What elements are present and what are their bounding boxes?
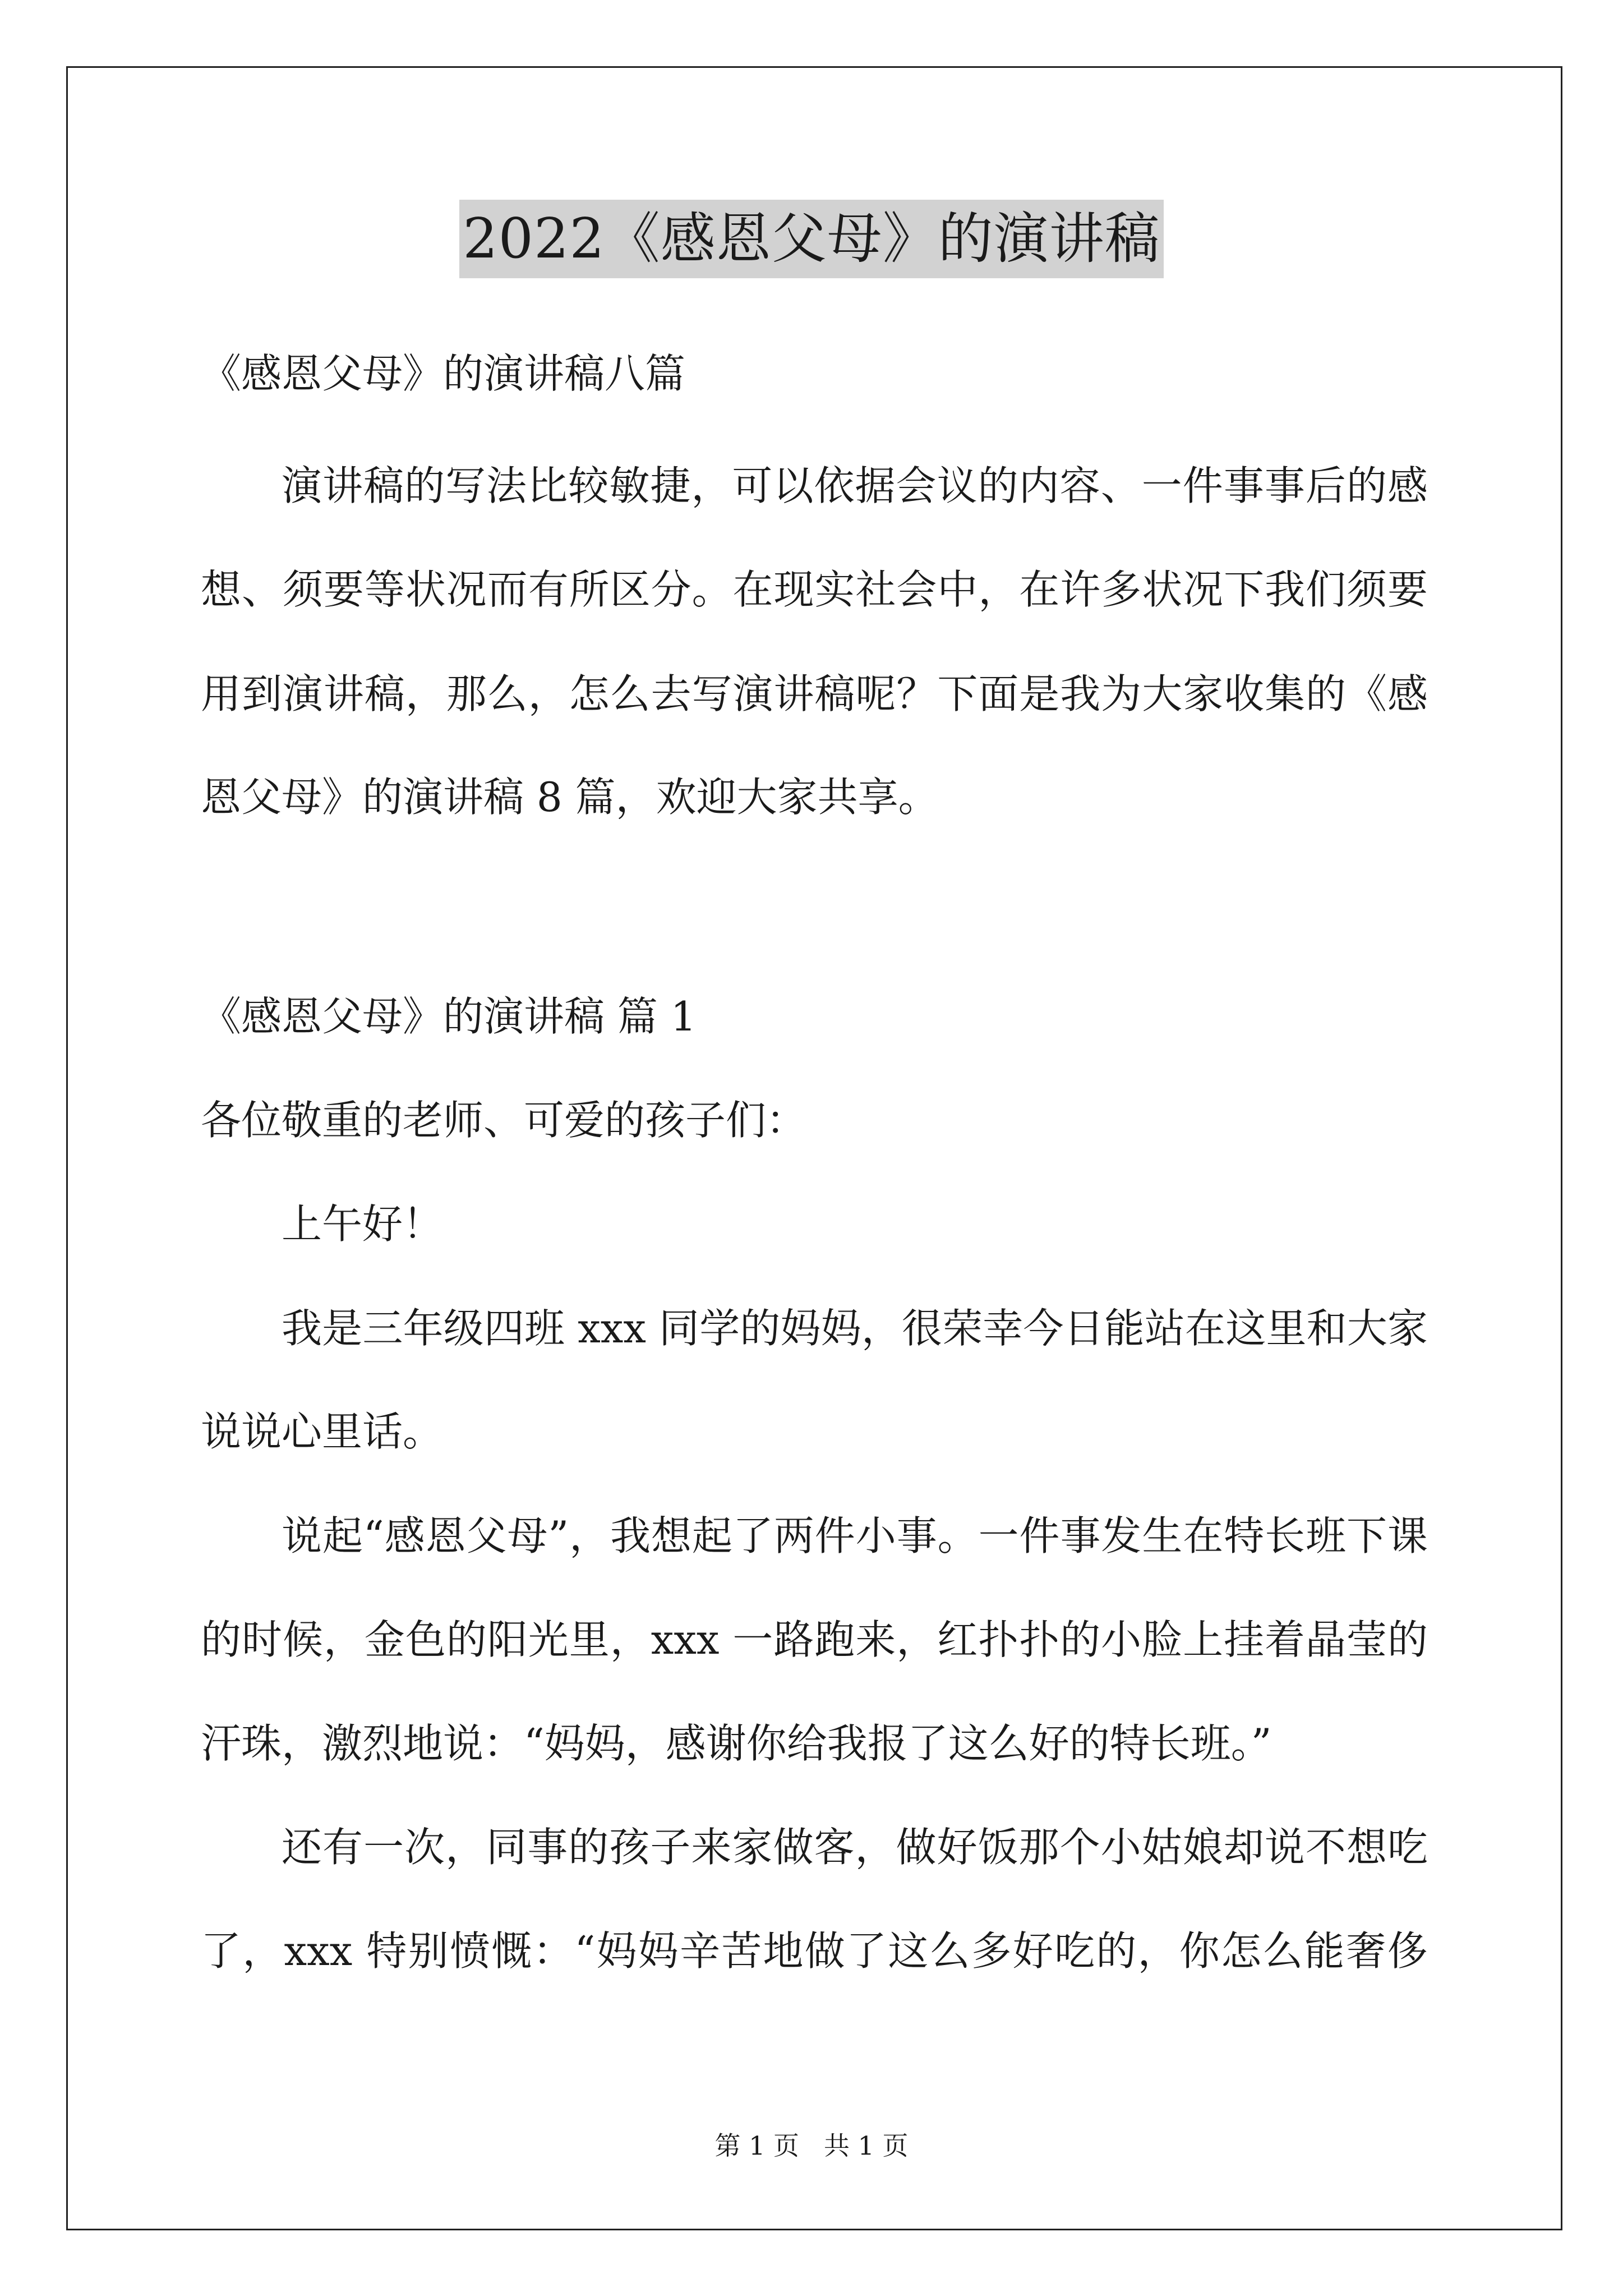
page-total: 共 1 页 xyxy=(824,2131,909,2161)
page-number: 第 1 页 xyxy=(714,2131,799,2161)
paragraph-line: 恩父母》的演讲稿 8 篇，欢迎大家共享。 xyxy=(201,774,939,821)
paragraph-line: 我是三年级四班 xxx 同学的妈妈，很荣幸今日能站在这里和大家 xyxy=(282,1305,1428,1352)
paragraph-line: 的时候，金色的阳光里，xxx 一路跑来，红扑扑的小脸上挂着晶莹的 xyxy=(201,1616,1428,1663)
paragraph-line: 想、须要等状况而有所区分。在现实社会中，在许多状况下我们须要 xyxy=(201,566,1428,613)
title-block xyxy=(0,200,1623,278)
salutation: 各位敬重的老师、可爱的孩子们： xyxy=(201,1097,807,1144)
page-footer xyxy=(0,2129,1623,2162)
document-title: 2022《感恩父母》的演讲稿 xyxy=(459,200,1163,278)
paragraph-line: 演讲稿的写法比较敏捷，可以依据会议的内容、一件事事后的感 xyxy=(282,462,1428,509)
paragraph-line: 说说心里话。 xyxy=(201,1408,444,1455)
paragraph-line: 汗珠，激烈地说：“妈妈，感谢你给我报了这么好的特长班。” xyxy=(201,1720,1272,1767)
section-heading: 《感恩父母》的演讲稿 篇 1 xyxy=(201,993,697,1040)
paragraph-line: 说起“感恩父母”，我想起了两件小事。一件事发生在特长班下课 xyxy=(282,1512,1428,1559)
subtitle: 《感恩父母》的演讲稿八篇 xyxy=(201,350,686,397)
paragraph-line: 了，xxx 特别愤慨：“妈妈辛苦地做了这么多好吃的，你怎么能奢侈 xyxy=(201,1927,1428,1975)
greeting: 上午好！ xyxy=(282,1200,444,1248)
paragraph-line: 用到演讲稿，那么，怎么去写演讲稿呢？下面是我为大家收集的《感 xyxy=(201,670,1428,717)
paragraph-line: 还有一次，同事的孩子来家做客，做好饭那个小姑娘却说不想吃 xyxy=(282,1824,1428,1871)
